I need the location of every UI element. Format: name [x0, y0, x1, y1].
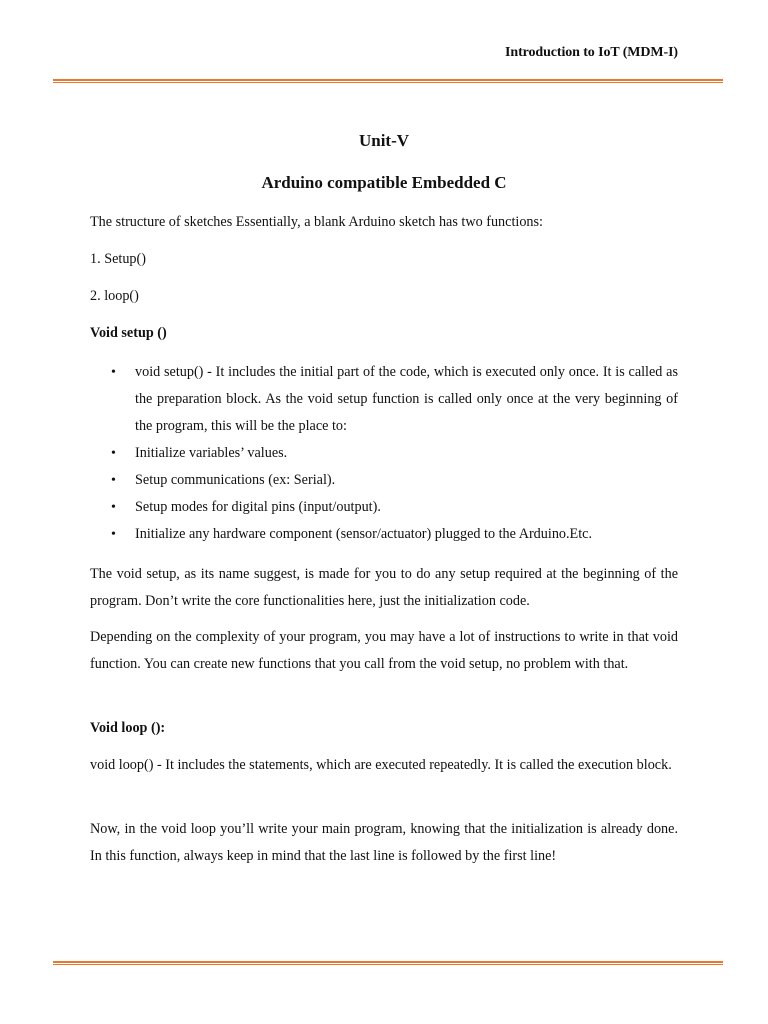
section-heading-loop: Void loop (): — [90, 720, 166, 736]
intro-paragraph: The structure of sketches Essentially, a blank Arduino sketch has two functions: — [90, 214, 543, 230]
loop-paragraph: Now, in the void loop you’ll write your main program, knowing that the initialization is already done. In this function, always keep in mind that the last line is followed by the first line! — [90, 821, 678, 864]
bullet-item: • Initialize variables’ values. — [90, 440, 678, 467]
footer-rule — [53, 961, 723, 965]
chapter-title: Arduino compatible Embedded C — [261, 173, 507, 192]
function-list-item: 2. loop() — [90, 288, 139, 304]
unit-title: Unit-V — [358, 131, 410, 150]
bullet-item: • void setup() - It includes the initial part of the code, which is executed only once. It is called as the preparation block. As the void setup function is called only once at the very beginning of the program, this will be the place to: — [90, 359, 678, 440]
setup-paragraph: The void setup, as its name suggest, is made for you to do any setup required at the beginning of the program. Don’t write the core functionalities here, just the initialization code. — [90, 566, 678, 609]
function-list-item: 1. Setup() — [90, 251, 146, 267]
bullet-item: • Setup modes for digital pins (input/output). — [90, 494, 678, 521]
loop-paragraph: void loop() - It includes the statements, which are executed repeatedly. It is called the execution block. — [90, 757, 672, 773]
bullet-item: • Setup communications (ex: Serial). — [90, 467, 678, 494]
section-heading-setup: Void setup () — [90, 325, 167, 341]
setup-paragraph: Depending on the complexity of your program, you may have a lot of instructions to write in that void function. You can create new functions that you call from the void setup, no problem with that. — [90, 629, 678, 672]
setup-bullet-list — [90, 359, 678, 548]
header-rule — [53, 79, 723, 83]
bullet-item: • Initialize any hardware component (sensor/actuator) plugged to the Arduino.Etc. — [90, 521, 678, 548]
running-header: Introduction to IoT (MDM-I) — [505, 45, 678, 60]
